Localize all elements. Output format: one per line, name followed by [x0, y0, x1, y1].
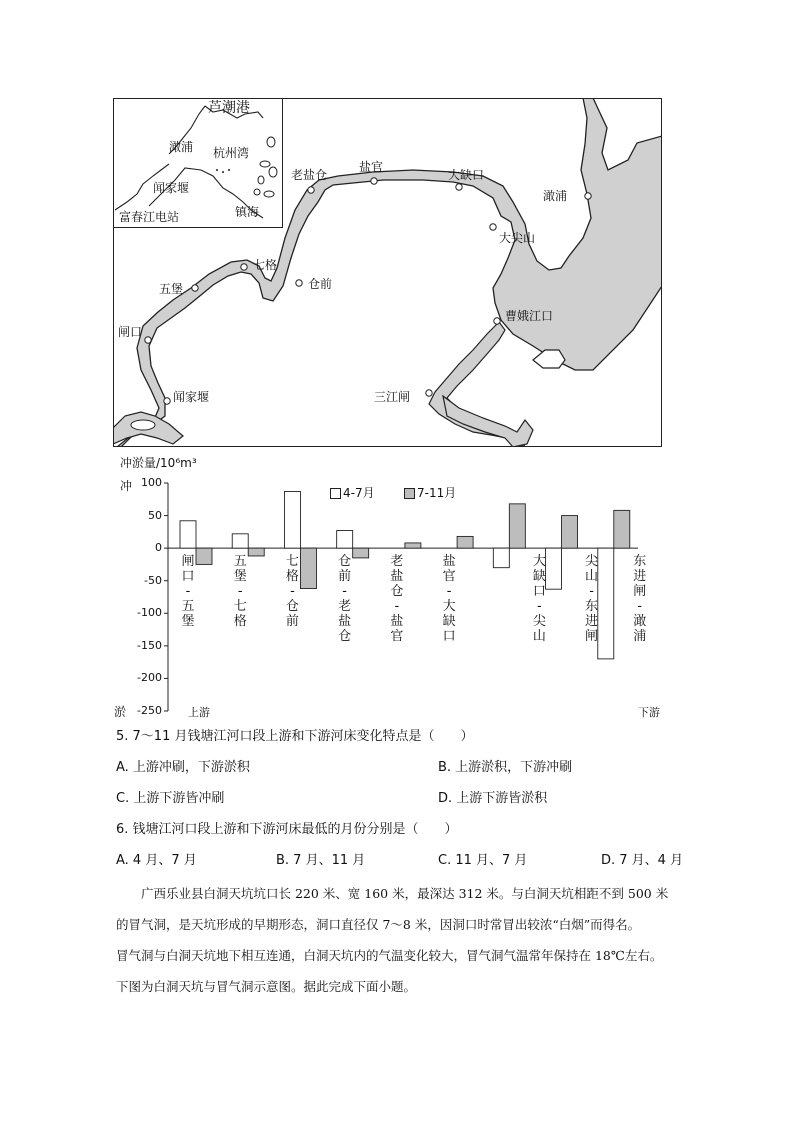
x-category-label: 仓 前 - 老 盐 仓 — [338, 554, 352, 645]
label-wenjiayan: 闻家堰 — [173, 390, 210, 404]
upstream-label: 上游 — [188, 706, 210, 719]
label-yanguan: 盐官 — [359, 160, 384, 174]
passage-line-4: 下图为白洞天坑与冒气洞示意图。据此完成下面小题。 — [116, 979, 417, 994]
inset-label-ganpu: 澉浦 — [169, 140, 194, 154]
label-caoejiangkou: 曹娥江口 — [505, 309, 554, 323]
passage-line-3: 冒气洞与白洞天坑地下相互连通，白洞天坑内的气温变化较大，冒气洞气温常年保持在 18℃左右。 — [116, 948, 663, 963]
question-6-stem: 6. 钱塘江河口段上游和下游河床最低的月份分别是（ ） — [116, 822, 458, 837]
y-tick-label: -150 — [137, 638, 162, 652]
label-wubao: 五堡 — [159, 282, 184, 296]
question-6-option-a[interactable]: A. 4 月、7 月 — [116, 853, 197, 868]
y-tick-label: -200 — [137, 671, 162, 685]
x-category-label: 七 格 - 仓 前 — [285, 554, 299, 630]
x-category-label: 尖 山 - 东 进 闸 — [585, 554, 599, 645]
reading-passage — [116, 878, 716, 1002]
x-category-label: 老 盐 仓 - 盐 官 — [390, 554, 404, 645]
question-5-option-c[interactable]: C. 上游下游皆冲刷 — [116, 791, 225, 806]
label-sanjiangzha: 三江闸 — [374, 390, 411, 404]
label-dajianshan: 大尖山 — [499, 231, 536, 245]
bar-chart — [110, 450, 670, 720]
label-daquekou: 大缺口 — [448, 168, 485, 182]
question-5-option-b[interactable]: B. 上游淤积，下游冲刷 — [438, 760, 573, 775]
x-category-label: 五 堡 - 七 格 — [233, 554, 247, 630]
question-5-stem: 5. 7～11 月钱塘江河口段上游和下游河床变化特点是（ ） — [116, 729, 474, 744]
question-6-option-b[interactable]: B. 7 月、11 月 — [276, 853, 366, 868]
chart-ylabel-bottom: 淤 — [114, 705, 127, 719]
label-zhakou: 闸口 — [118, 325, 143, 339]
x-category-label: 东 进 闸 - 澉 浦 — [633, 554, 647, 645]
x-category-label: 盐 官 - 大 缺 口 — [442, 554, 456, 645]
legend-label-jul-nov: 7-11月 — [417, 486, 457, 500]
label-ganpu: 澉浦 — [543, 189, 568, 203]
question-6-option-c[interactable]: C. 11 月、7 月 — [438, 853, 528, 868]
label-qige: 七格 — [253, 258, 278, 272]
segment-labels — [110, 450, 670, 720]
inset-label-wenjiayan: 闻家堰 — [153, 181, 190, 195]
inset-label-luchaogang: 芦潮港 — [208, 100, 250, 116]
inset-label-zhenhai: 镇海 — [235, 205, 260, 219]
x-category-label: 大 缺 口 - 尖 山 — [532, 554, 546, 645]
question-6-option-d[interactable]: D. 7 月、4 月 — [601, 853, 684, 868]
y-tick-label: 50 — [148, 508, 162, 522]
question-5-option-a[interactable]: A. 上游冲刷，下游淤积 — [116, 760, 250, 775]
y-tick-label: -100 — [137, 606, 162, 620]
x-category-label: 闸 口 - 五 堡 — [181, 554, 195, 630]
passage-line-1: 广西乐业县白洞天坑坑口长 220 米、宽 160 米，最深达 312 米。与白洞天坑相距不到 500 米 — [141, 886, 669, 901]
y-tick-label: -50 — [144, 573, 162, 587]
chart-ylabel-top: 冲 — [120, 479, 133, 493]
label-cangqian: 仓前 — [308, 277, 333, 291]
inset-label-hangzhouwan: 杭州湾 — [213, 146, 250, 160]
y-tick-label: -250 — [137, 704, 162, 717]
y-tick-label: 100 — [141, 476, 162, 489]
map-frame — [113, 98, 662, 447]
downstream-label: 下游 — [638, 706, 660, 719]
chart-ylabel: 冲淤量/10⁶m³ — [120, 456, 197, 470]
question-5-option-d[interactable]: D. 上游下游皆淤积 — [438, 791, 548, 806]
legend-label-apr-jul: 4-7月 — [343, 486, 375, 500]
y-tick-label: 0 — [155, 541, 162, 555]
label-laoyancang: 老盐仓 — [291, 168, 328, 182]
passage-line-2: 的冒气洞，是天坑形成的早期形态，洞口直径仅 7～8 米，因洞口时常冒出较浓“白烟”而得名。 — [116, 917, 641, 932]
inset-label-fuchunjiang: 富春江电站 — [119, 210, 180, 224]
